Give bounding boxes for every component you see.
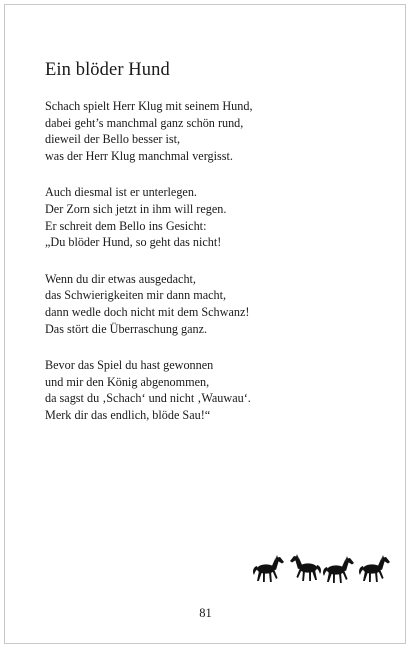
poem-line: dabei geht’s manchmal ganz schön rund, <box>45 115 244 130</box>
poem-line: Auch diesmal ist er unterlegen. <box>45 185 197 200</box>
horse-icon <box>290 554 321 581</box>
horse-icon <box>323 556 354 583</box>
poem-title: Ein blöder Hund <box>45 60 170 80</box>
horse-icon <box>253 555 284 582</box>
poem-line: und mir den König abgenommen, <box>45 374 210 389</box>
stanza-1 <box>45 98 375 164</box>
poem-line: da sagst du ‚Schach‘ und nicht ‚Wauwau‘. <box>45 391 251 406</box>
poem-line: das Schwierigkeiten mir dann macht, <box>45 288 227 303</box>
poem-line: Bevor das Spiel du hast gewonnen <box>45 358 214 373</box>
stanza-2 <box>45 184 375 250</box>
poem-body <box>45 98 375 444</box>
poem-line: was der Herr Klug manchmal vergisst. <box>45 148 233 163</box>
poem-line: dann wedle doch nicht mit dem Schwanz! <box>45 304 250 319</box>
poem-line: Wenn du dir etwas ausgedacht, <box>45 271 196 286</box>
stanza-3 <box>45 271 375 337</box>
horse-icon <box>359 555 390 582</box>
page-number: 81 <box>199 606 212 620</box>
poem-line: Schach spielt Herr Klug mit seinem Hund, <box>45 99 253 113</box>
horse-silhouettes-icon <box>251 553 396 586</box>
poem-line: „Du blöder Hund, so geht das nicht! <box>45 235 222 250</box>
poem-line: Das stört die Überraschung ganz. <box>45 321 208 336</box>
poem-line: Merk dir das endlich, blöde Sau!“ <box>45 407 211 422</box>
poem-line: dieweil der Bello besser ist, <box>45 132 181 147</box>
poem-line: Er schreit dem Bello ins Gesicht: <box>45 218 207 233</box>
stanza-4 <box>45 357 375 423</box>
poem-line: Der Zorn sich jetzt in ihm will regen. <box>45 201 227 216</box>
